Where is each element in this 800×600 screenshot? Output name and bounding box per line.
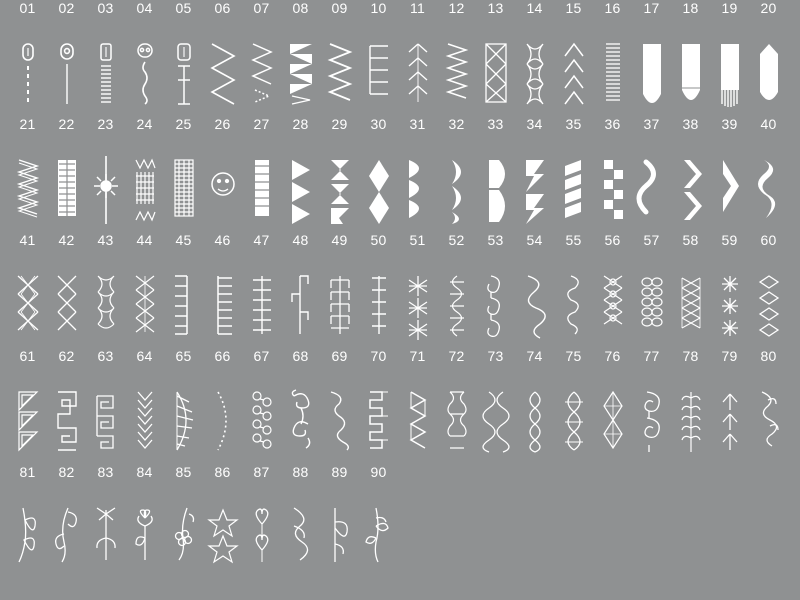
stitch-pattern-double-wave bbox=[477, 366, 515, 456]
stitch-number: 09 bbox=[331, 0, 348, 16]
stitch-pattern-heart-pair bbox=[243, 482, 281, 572]
stitch-cell-71[interactable] bbox=[398, 348, 437, 456]
stitch-number: 35 bbox=[565, 116, 582, 132]
stitch-cell-62[interactable] bbox=[47, 348, 86, 456]
stitch-cell-73[interactable] bbox=[476, 348, 515, 456]
stitch-number: 43 bbox=[97, 232, 114, 248]
stitch-cell-42[interactable] bbox=[47, 232, 86, 340]
stitch-pattern-diamond-chain bbox=[516, 366, 554, 456]
stitch-cell-08[interactable] bbox=[281, 0, 320, 108]
stitch-cell-63[interactable] bbox=[86, 348, 125, 456]
stitch-cell-79[interactable] bbox=[710, 348, 749, 456]
stitch-pattern-double-bump bbox=[477, 134, 515, 224]
stitch-pattern-buttonhole-keyhole bbox=[9, 18, 47, 108]
stitch-number: 28 bbox=[292, 116, 309, 132]
stitch-pattern-triangle-flags bbox=[282, 134, 320, 224]
stitch-number: 84 bbox=[136, 464, 153, 480]
stitch-row bbox=[0, 0, 800, 108]
stitch-number: 44 bbox=[136, 232, 153, 248]
stitch-number: 31 bbox=[409, 116, 426, 132]
stitch-pattern-chevron-arrow bbox=[555, 18, 593, 108]
stitch-number: 12 bbox=[448, 0, 465, 16]
stitch-number: 64 bbox=[136, 348, 153, 364]
stitch-cell-17[interactable] bbox=[632, 0, 671, 108]
stitch-pattern-satin-comb bbox=[711, 18, 749, 108]
stitch-number: 01 bbox=[19, 0, 36, 16]
stitch-row bbox=[0, 464, 800, 572]
stitch-cell-29[interactable] bbox=[320, 116, 359, 224]
stitch-pattern-loop-curl bbox=[516, 250, 554, 340]
stitch-pattern-buttonhole-round bbox=[48, 18, 86, 108]
stitch-pattern-arrow-sprig bbox=[711, 366, 749, 456]
stitch-number: 57 bbox=[643, 232, 660, 248]
stitch-number: 87 bbox=[253, 464, 270, 480]
stitch-cell-56[interactable] bbox=[593, 232, 632, 340]
stitch-number: 41 bbox=[19, 232, 36, 248]
stitch-number: 70 bbox=[370, 348, 387, 364]
stitch-number: 40 bbox=[760, 116, 777, 132]
stitch-pattern-abstract-sprig bbox=[360, 482, 398, 572]
stitch-pattern-chevron-chain bbox=[750, 250, 788, 340]
stitch-cell-84[interactable] bbox=[125, 464, 164, 572]
stitch-number: 61 bbox=[19, 348, 36, 364]
stitch-number: 21 bbox=[19, 116, 36, 132]
stitch-number: 73 bbox=[487, 348, 504, 364]
stitch-pattern-feather-single bbox=[282, 250, 320, 340]
stitch-pattern-zigzag-tall bbox=[321, 18, 359, 108]
stitch-cell-35[interactable] bbox=[554, 116, 593, 224]
stitch-pattern-leaf-sprig bbox=[9, 482, 47, 572]
stitch-number: 50 bbox=[370, 232, 387, 248]
stitch-cell-28[interactable] bbox=[281, 116, 320, 224]
stitch-pattern-braid-cross bbox=[87, 250, 125, 340]
stitch-pattern-honeycomb bbox=[633, 250, 671, 340]
stitch-pattern-satin-leaf bbox=[750, 18, 788, 108]
stitch-number: 79 bbox=[721, 348, 738, 364]
stitch-number: 86 bbox=[214, 464, 231, 480]
stitch-pattern-scroll-curl bbox=[633, 366, 671, 456]
stitch-cell-03[interactable] bbox=[86, 0, 125, 108]
stitch-cell-10[interactable] bbox=[359, 0, 398, 108]
stitch-number: 78 bbox=[682, 348, 699, 364]
stitch-number: 10 bbox=[370, 0, 387, 16]
stitch-cell-13[interactable] bbox=[476, 0, 515, 108]
stitch-number: 39 bbox=[721, 116, 738, 132]
stitch-pattern-curl-wave bbox=[321, 366, 359, 456]
stitch-number: 71 bbox=[409, 348, 426, 364]
stitch-pattern-dense-fill-block bbox=[48, 134, 86, 224]
stitch-cell-11[interactable] bbox=[398, 0, 437, 108]
stitch-number: 15 bbox=[565, 0, 582, 16]
stitch-pattern-blanket-stitch bbox=[165, 250, 203, 340]
stitch-pattern-buttonhole-straight bbox=[165, 18, 203, 108]
stitch-pattern-vine-loop bbox=[750, 366, 788, 456]
stitch-number: 26 bbox=[214, 116, 231, 132]
stitch-cell-47[interactable] bbox=[242, 232, 281, 340]
stitch-cell-50[interactable] bbox=[359, 232, 398, 340]
stitch-number: 06 bbox=[214, 0, 231, 16]
stitch-cell-16[interactable] bbox=[593, 0, 632, 108]
stitch-pattern-stretch-zigzag bbox=[399, 18, 437, 108]
stitch-cell-40[interactable] bbox=[749, 116, 788, 224]
stitch-number: 83 bbox=[97, 464, 114, 480]
stitch-cell-12[interactable] bbox=[437, 0, 476, 108]
stitch-pattern-diamond-wave bbox=[360, 134, 398, 224]
stitch-pattern-zigzag-open bbox=[243, 18, 281, 108]
stitch-cell-18[interactable] bbox=[671, 0, 710, 108]
stitch-cell-46[interactable] bbox=[203, 232, 242, 340]
stitch-pattern-satin-edge bbox=[243, 134, 281, 224]
stitch-number: 90 bbox=[370, 464, 387, 480]
stitch-number: 72 bbox=[448, 348, 465, 364]
stitch-cell-15[interactable] bbox=[554, 0, 593, 108]
stitch-number: 65 bbox=[175, 348, 192, 364]
stitch-number: 34 bbox=[526, 116, 543, 132]
stitch-number: 22 bbox=[58, 116, 75, 132]
stitch-cell-78[interactable] bbox=[671, 348, 710, 456]
stitch-cell-89[interactable] bbox=[320, 464, 359, 572]
stitch-cell-83[interactable] bbox=[86, 464, 125, 572]
stitch-cell-30[interactable] bbox=[359, 116, 398, 224]
stitch-cell-04[interactable] bbox=[125, 0, 164, 108]
stitch-number: 89 bbox=[331, 464, 348, 480]
stitch-cell-23[interactable] bbox=[86, 116, 125, 224]
stitch-number: 42 bbox=[58, 232, 75, 248]
stitch-cell-02[interactable] bbox=[47, 0, 86, 108]
stitch-pattern-ladder-fill bbox=[165, 134, 203, 224]
stitch-cell-88[interactable] bbox=[281, 464, 320, 572]
stitch-pattern-comb-stitch bbox=[204, 250, 242, 340]
stitch-pattern-cross-star bbox=[399, 250, 437, 340]
stitch-pattern-starburst bbox=[87, 134, 125, 224]
stitch-cell-38[interactable] bbox=[671, 116, 710, 224]
stitch-number: 77 bbox=[643, 348, 660, 364]
stitch-number: 68 bbox=[292, 348, 309, 364]
stitch-cell-06[interactable] bbox=[203, 0, 242, 108]
stitch-number: 55 bbox=[565, 232, 582, 248]
stitch-number: 23 bbox=[97, 116, 114, 132]
stitch-cell-22[interactable] bbox=[47, 116, 86, 224]
stitch-pattern-lattice-cross bbox=[126, 250, 164, 340]
stitch-number: 82 bbox=[58, 464, 75, 480]
stitch-number: 59 bbox=[721, 232, 738, 248]
stitch-cell-74[interactable] bbox=[515, 348, 554, 456]
stitch-pattern-tulip-vine bbox=[48, 482, 86, 572]
stitch-pattern-stretch-zigzag-narrow bbox=[9, 134, 47, 224]
stitch-pattern-double-loop bbox=[594, 250, 632, 340]
stitch-number: 02 bbox=[58, 0, 75, 16]
stitch-cell-39[interactable] bbox=[710, 116, 749, 224]
stitch-pattern-clover-stem bbox=[165, 482, 203, 572]
stitch-cell-20[interactable] bbox=[749, 0, 788, 108]
stitch-cell-48[interactable] bbox=[281, 232, 320, 340]
stitch-number: 36 bbox=[604, 116, 621, 132]
stitch-cell-31[interactable] bbox=[398, 116, 437, 224]
stitch-pattern-flame-arc bbox=[282, 482, 320, 572]
stitch-cell-85[interactable] bbox=[164, 464, 203, 572]
stitch-cell-70[interactable] bbox=[359, 348, 398, 456]
stitch-number: 45 bbox=[175, 232, 192, 248]
stitch-pattern-buttonhole-eyelet bbox=[126, 18, 164, 108]
stitch-number: 17 bbox=[643, 0, 660, 16]
stitch-number: 63 bbox=[97, 348, 114, 364]
stitch-pattern-ladder-rung bbox=[360, 250, 398, 340]
stitch-pattern-double-cross-chain bbox=[9, 250, 47, 340]
stitch-pattern-smocking bbox=[672, 250, 710, 340]
stitch-cell-80[interactable] bbox=[749, 348, 788, 456]
stitch-pattern-diagonal-stripes bbox=[555, 134, 593, 224]
stitch-cell-67[interactable] bbox=[242, 348, 281, 456]
stitch-pattern-satin-bar bbox=[633, 18, 671, 108]
stitch-number: 80 bbox=[760, 348, 777, 364]
stitch-number: 13 bbox=[487, 0, 504, 16]
stitch-cell-07[interactable] bbox=[242, 0, 281, 108]
stitch-pattern-zigzag-step bbox=[399, 366, 437, 456]
stitch-pattern-scroll-loop bbox=[477, 250, 515, 340]
stitch-pattern-cross-hatch bbox=[477, 18, 515, 108]
stitch-number: 66 bbox=[214, 348, 231, 364]
stitch-pattern-zigzag-medium bbox=[438, 18, 476, 108]
stitch-cell-01[interactable] bbox=[8, 0, 47, 108]
stitch-pattern-dotted-arc bbox=[204, 366, 242, 456]
stitch-number: 62 bbox=[58, 348, 75, 364]
stitch-cell-69[interactable] bbox=[320, 348, 359, 456]
stitch-cell-54[interactable] bbox=[515, 232, 554, 340]
stitch-row bbox=[0, 232, 800, 340]
stitch-number: 54 bbox=[526, 232, 543, 248]
stitch-cell-60[interactable] bbox=[749, 232, 788, 340]
stitch-cell-72[interactable] bbox=[437, 348, 476, 456]
stitch-row bbox=[0, 116, 800, 224]
stitch-number: 33 bbox=[487, 116, 504, 132]
stitch-pattern-overlapping-leaf bbox=[555, 366, 593, 456]
stitch-cell-76[interactable] bbox=[593, 348, 632, 456]
stitch-cell-81[interactable] bbox=[8, 464, 47, 572]
stitch-cell-82[interactable] bbox=[47, 464, 86, 572]
stitch-pattern-satin-block bbox=[594, 18, 632, 108]
stitch-cell-14[interactable] bbox=[515, 0, 554, 108]
stitch-pattern-satin-scallop bbox=[672, 18, 710, 108]
stitch-cell-19[interactable] bbox=[710, 0, 749, 108]
stitch-number: 27 bbox=[253, 116, 270, 132]
stitch-cell-55[interactable] bbox=[554, 232, 593, 340]
stitch-number: 11 bbox=[410, 0, 425, 16]
stitch-cell-32[interactable] bbox=[437, 116, 476, 224]
stitch-cell-61[interactable] bbox=[8, 348, 47, 456]
stitch-number: 67 bbox=[253, 348, 270, 364]
stitch-pattern-fern-leaf bbox=[672, 366, 710, 456]
stitch-pattern-arc-fan bbox=[165, 366, 203, 456]
stitch-pattern-triangle-border bbox=[9, 366, 47, 456]
stitch-cell-66[interactable] bbox=[203, 348, 242, 456]
stitch-pattern-double-crescent bbox=[438, 134, 476, 224]
stitch-number: 24 bbox=[136, 116, 153, 132]
stitch-pattern-tulip-flower bbox=[126, 482, 164, 572]
stitch-pattern-ladder-comb bbox=[243, 250, 281, 340]
stitch-number: 85 bbox=[175, 464, 192, 480]
stitch-cell-75[interactable] bbox=[554, 348, 593, 456]
stitch-pattern-sheaf-stitch bbox=[438, 366, 476, 456]
stitch-cell-21[interactable] bbox=[8, 116, 47, 224]
stitch-number: 51 bbox=[409, 232, 426, 248]
stitch-number: 03 bbox=[97, 0, 114, 16]
stitch-pattern-feather-double bbox=[321, 250, 359, 340]
stitch-pattern-triple-zigzag bbox=[360, 18, 398, 108]
stitch-cell-59[interactable] bbox=[710, 232, 749, 340]
stitch-number: 48 bbox=[292, 232, 309, 248]
stitch-pattern-eyelet-circle bbox=[204, 134, 242, 224]
stitch-number: 60 bbox=[760, 232, 777, 248]
stitch-pattern-zigzag-dense-triangle bbox=[282, 18, 320, 108]
stitch-pattern-picket-fence bbox=[126, 134, 164, 224]
stitch-cell-27[interactable] bbox=[242, 116, 281, 224]
stitch-cell-64[interactable] bbox=[125, 348, 164, 456]
stitch-pattern-half-moon-wave bbox=[399, 134, 437, 224]
stitch-cell-26[interactable] bbox=[203, 116, 242, 224]
stitch-cell-43[interactable] bbox=[86, 232, 125, 340]
stitch-number: 46 bbox=[214, 232, 231, 248]
stitch-number: 88 bbox=[292, 464, 309, 480]
stitch-pattern-greek-key bbox=[48, 366, 86, 456]
stitch-pattern-zigzag-wide bbox=[204, 18, 242, 108]
stitch-number: 53 bbox=[487, 232, 504, 248]
stitch-cell-52[interactable] bbox=[437, 232, 476, 340]
stitch-cell-90[interactable] bbox=[359, 464, 398, 572]
stitch-cell-68[interactable] bbox=[281, 348, 320, 456]
stitch-number: 29 bbox=[331, 116, 348, 132]
stitch-pattern-cross-feather bbox=[438, 250, 476, 340]
stitch-pattern-double-cross bbox=[516, 18, 554, 108]
stitch-pattern-square-spiral bbox=[87, 366, 125, 456]
stitch-cell-58[interactable] bbox=[671, 232, 710, 340]
stitch-pattern-scroll-s bbox=[282, 366, 320, 456]
stitch-pattern-serpentine-solid bbox=[750, 134, 788, 224]
stitch-pattern-chevron-solid bbox=[711, 134, 749, 224]
stitch-cell-05[interactable] bbox=[164, 0, 203, 108]
stitch-number: 19 bbox=[721, 0, 738, 16]
stitch-cell-34[interactable] bbox=[515, 116, 554, 224]
stitch-pattern-step-blocks bbox=[594, 134, 632, 224]
stitch-cell-41[interactable] bbox=[8, 232, 47, 340]
stitch-pattern-star-flower bbox=[711, 250, 749, 340]
stitch-number: 58 bbox=[682, 232, 699, 248]
stitch-pattern-loop-chain bbox=[555, 250, 593, 340]
stitch-number: 47 bbox=[253, 232, 270, 248]
stitch-pattern-zigzag-solid bbox=[672, 134, 710, 224]
stitch-number: 08 bbox=[292, 0, 309, 16]
stitch-number: 25 bbox=[175, 116, 192, 132]
stitch-pattern-bead-chain bbox=[243, 366, 281, 456]
stitch-cell-49[interactable] bbox=[320, 232, 359, 340]
stitch-pattern-zigzag-blocks bbox=[516, 134, 554, 224]
stitch-cell-24[interactable] bbox=[125, 116, 164, 224]
stitch-number: 56 bbox=[604, 232, 621, 248]
stitch-pattern-chain-diamond bbox=[594, 366, 632, 456]
stitch-cell-77[interactable] bbox=[632, 348, 671, 456]
stitch-cell-37[interactable] bbox=[632, 116, 671, 224]
stitch-pattern-dandelion bbox=[87, 482, 125, 572]
stitch-cell-87[interactable] bbox=[242, 464, 281, 572]
stitch-number: 18 bbox=[682, 0, 699, 16]
stitch-cell-51[interactable] bbox=[398, 232, 437, 340]
stitch-number: 74 bbox=[526, 348, 543, 364]
stitch-pattern-rick-rack bbox=[126, 366, 164, 456]
stitch-number: 32 bbox=[448, 116, 465, 132]
stitch-number: 30 bbox=[370, 116, 387, 132]
stitch-cell-65[interactable] bbox=[164, 348, 203, 456]
stitch-cell-86[interactable] bbox=[203, 464, 242, 572]
stitch-number: 52 bbox=[448, 232, 465, 248]
stitch-number: 16 bbox=[604, 0, 621, 16]
stitch-number: 20 bbox=[760, 0, 777, 16]
stitch-cell-33[interactable] bbox=[476, 116, 515, 224]
stitch-pattern-bird-wing bbox=[321, 482, 359, 572]
stitch-pattern-arrow-heads bbox=[321, 134, 359, 224]
stitch-cell-09[interactable] bbox=[320, 0, 359, 108]
stitch-number: 04 bbox=[136, 0, 153, 16]
stitch-number: 69 bbox=[331, 348, 348, 364]
stitch-row bbox=[0, 348, 800, 456]
stitch-number: 76 bbox=[604, 348, 621, 364]
stitch-pattern-castle-step bbox=[360, 366, 398, 456]
stitch-number: 14 bbox=[526, 0, 543, 16]
stitch-number: 05 bbox=[175, 0, 192, 16]
stitch-cell-44[interactable] bbox=[125, 232, 164, 340]
stitch-number: 49 bbox=[331, 232, 348, 248]
stitch-pattern-wave-solid bbox=[633, 134, 671, 224]
stitch-cell-57[interactable] bbox=[632, 232, 671, 340]
stitch-cell-45[interactable] bbox=[164, 232, 203, 340]
stitch-cell-25[interactable] bbox=[164, 116, 203, 224]
stitch-cell-53[interactable] bbox=[476, 232, 515, 340]
stitch-pattern-cross-chain bbox=[48, 250, 86, 340]
stitch-pattern-star-pair bbox=[204, 482, 242, 572]
stitch-cell-36[interactable] bbox=[593, 116, 632, 224]
stitch-number: 75 bbox=[565, 348, 582, 364]
stitch-number: 37 bbox=[643, 116, 660, 132]
stitch-number: 38 bbox=[682, 116, 699, 132]
stitch-number: 07 bbox=[253, 0, 270, 16]
stitch-pattern-buttonhole-bartack bbox=[87, 18, 125, 108]
stitch-number: 81 bbox=[19, 464, 36, 480]
